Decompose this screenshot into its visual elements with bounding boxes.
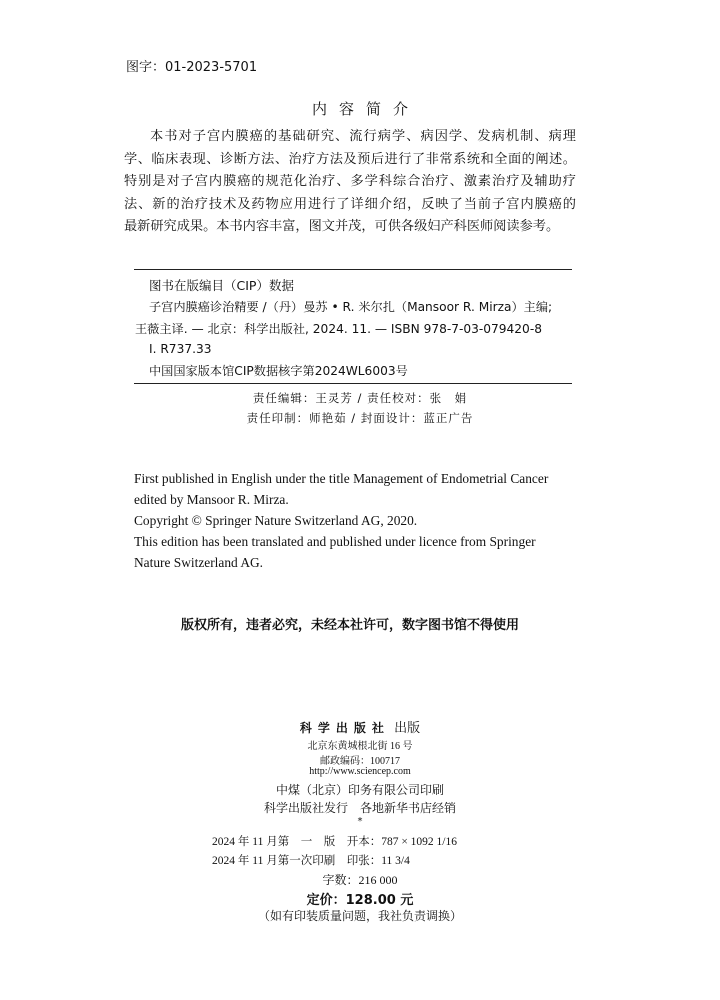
printer-line: 中煤（北京）印务有限公司印刷 <box>275 783 444 797</box>
quality-note: （如有印装质量问题，我社负责调换） <box>257 909 462 923</box>
rights-notice: 版权所有，违者必究，未经本社许可，数字图书馆不得使用 <box>180 618 519 633</box>
intro-line: 法、新的治疗技术及药物应用进行了详细介绍，反映了当前子宫内膜癌的 <box>124 196 576 212</box>
publisher-postcode: 邮政编码：100717 <box>320 756 400 767</box>
intro-line: 特别是对子宫内膜癌的规范化治疗、多学科综合治疗、激素治疗及辅助疗 <box>124 174 576 189</box>
word-count: 字数：216 000 <box>322 873 398 887</box>
english-line: Nature Switzerland AG. <box>134 555 264 570</box>
production-credit: 责任印制：师艳茹 / 封面设计：蓝正广告 <box>246 411 474 425</box>
edition-line: 2024 年 11 月第 一 版 开本：787 × 1092 1/16 <box>212 836 458 848</box>
intro-line: 本书对子宫内膜癌的基础研究、流行病学、病因学、发病机制、病理 <box>150 129 576 144</box>
publisher-address: 北京东黄城根北街 16 号 <box>307 741 413 752</box>
intro-paragraph <box>124 126 576 239</box>
cip-top-rule <box>134 269 572 270</box>
editors-credit: 责任编辑：王灵芳 / 责任校对：张 娟 <box>252 391 468 405</box>
publisher-name: 科学出版社 <box>299 721 390 735</box>
english-line: edited by Mansoor R. Mirza. <box>134 492 289 507</box>
cip-bottom-rule <box>134 383 572 384</box>
intro-title: 内容简介 <box>311 100 420 118</box>
cip-line: 子宫内膜癌诊治精要 /（丹）曼苏 • R. 米尔扎（Mansoor R. Mirza）主编; <box>149 300 553 314</box>
publisher-website: http://www.sciencep.com <box>309 766 411 777</box>
english-line: Copyright © Springer Nature Switzerland AG, 2020. <box>134 513 418 528</box>
publisher-line <box>0 717 720 736</box>
intro-line: 学、临床表现、诊断方法、治疗方法及预后进行了非常系统和全面的阐述。 <box>124 151 576 167</box>
english-copyright-block <box>134 468 574 573</box>
printing-line: 2024 年 11 月第一次印刷 印张：11 3/4 <box>212 855 410 867</box>
distribution-line: 科学出版社发行 各地新华书店经销 <box>263 801 456 815</box>
cip-line: 中国国家版本馆CIP数据核字第2024WL6003号 <box>149 364 408 378</box>
cip-line: Ⅰ. R737.33 <box>149 342 212 356</box>
english-line: This edition has been translated and published under licence from Springer <box>134 534 536 549</box>
cip-line: 王薇主译. — 北京：科学出版社, 2024. 11. — ISBN 978-7-03-079420-8 <box>135 322 542 336</box>
registration-number: 图字：01-2023-5701 <box>126 60 258 75</box>
publisher-suffix: 出版 <box>394 721 421 736</box>
intro-line: 最新研究成果。本书内容丰富，图文并茂，可供各级妇产科医师阅读参考。 <box>124 219 560 234</box>
english-line: First published in English under the title Management of Endometrial Cancer <box>134 471 549 486</box>
separator-mark: * <box>357 816 363 827</box>
price: 定价：128.00 元 <box>306 893 414 908</box>
cip-heading: 图书在版编目（CIP）数据 <box>149 278 294 293</box>
